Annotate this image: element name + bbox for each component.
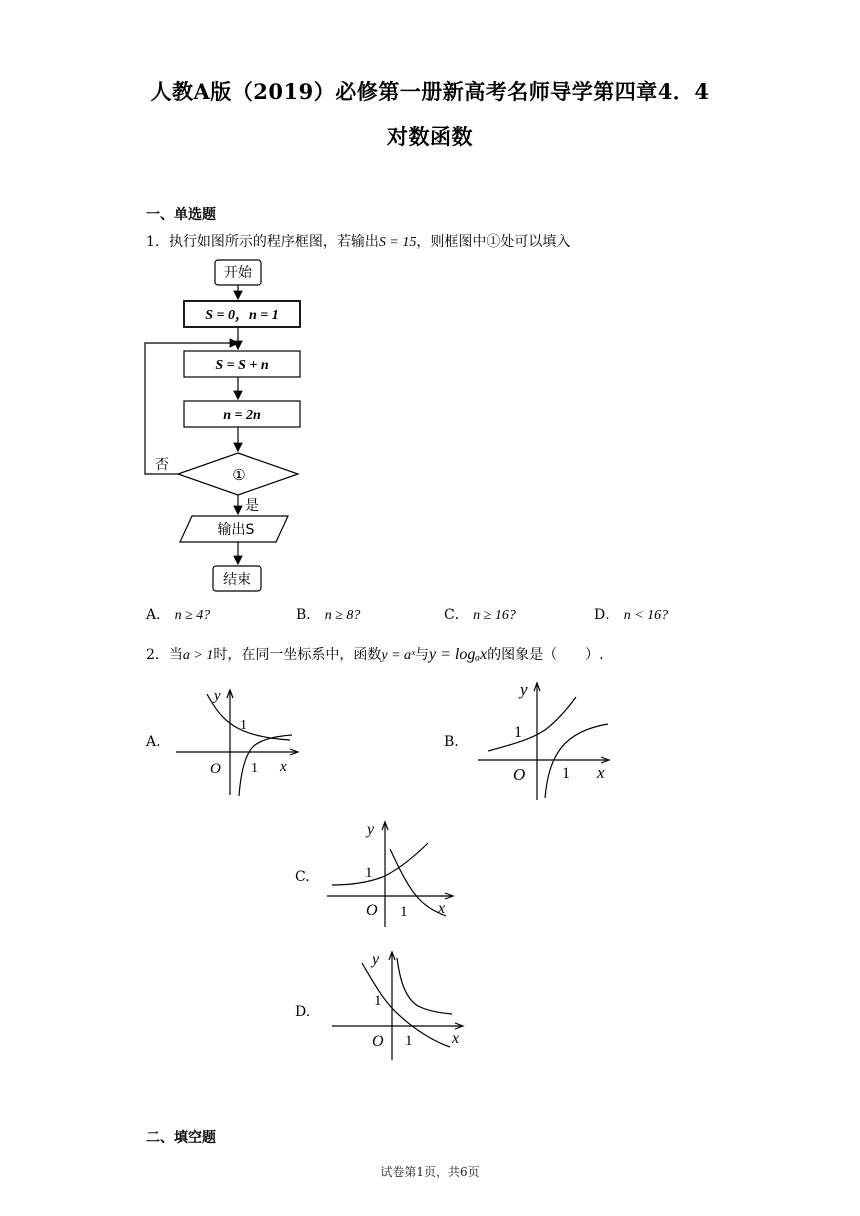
q2-option-a-label[interactable]: A.: [146, 734, 161, 750]
question-2-prefix: 2．当: [146, 647, 183, 663]
flow-yes-label: 是: [245, 498, 259, 514]
q2-option-d-label[interactable]: D.: [295, 1004, 311, 1020]
axis-x-label: x: [597, 763, 605, 782]
axis-y-label: y: [367, 821, 375, 838]
question-2-function-2: y = logₐx: [429, 646, 488, 663]
question-2-stem: [146, 644, 604, 664]
flow-no-label: 否: [155, 457, 169, 473]
document-title: 人教A版（2019）必修第一册新高考名师导学第四章4．4: [150, 79, 710, 104]
q1-option-b[interactable]: [296, 604, 360, 624]
axis-x-label: x: [438, 900, 446, 917]
question-2-function-1: y = aˣ: [381, 648, 415, 663]
question-1-suffix: ，则框图中①处可以填入: [416, 234, 571, 250]
option-text: n < 16?: [623, 608, 669, 623]
flow-step1-text: S = S + n: [215, 358, 269, 373]
axis-y-label: y: [214, 688, 221, 704]
q2-option-b-label[interactable]: B.: [444, 734, 459, 750]
flow-output-text: 输出S: [217, 522, 255, 538]
option-text: n ≥ 4?: [174, 608, 211, 623]
tick-one-label: 1: [251, 761, 258, 776]
origin-label: O: [372, 1033, 384, 1050]
page-footer: 试卷第1页，共6页: [380, 1165, 480, 1179]
option-text: n ≥ 8?: [324, 608, 361, 623]
origin-label: O: [513, 765, 526, 784]
flow-end-text: 结束: [223, 572, 251, 588]
axis-y-label: y: [372, 951, 380, 968]
q2-option-d-graph: [325, 945, 470, 1065]
q2-option-c-label[interactable]: C.: [295, 869, 310, 885]
question-2-text: 时，在同一坐标系中，函数: [213, 647, 382, 663]
tick-one-label: 1: [400, 904, 408, 920]
q1-option-a[interactable]: [146, 604, 210, 624]
question-1-prefix: 1．执行如图所示的程序框图，若输出: [146, 234, 379, 250]
flowchart: [130, 250, 330, 600]
option-label: D．: [594, 607, 620, 623]
document-subtitle: 对数函数: [387, 124, 473, 149]
tick-one-label: 1: [562, 765, 570, 782]
option-label: B．: [296, 607, 321, 623]
q1-option-c[interactable]: [444, 604, 516, 624]
flow-condition-text: ①: [232, 466, 246, 484]
option-label: C．: [444, 607, 469, 623]
option-text: n ≥ 16?: [473, 608, 516, 623]
question-2-text: 与: [415, 647, 429, 663]
tick-one-label: 1: [374, 993, 382, 1009]
flow-init-text: S = 0，n = 1: [205, 308, 279, 323]
q2-option-c-graph: [320, 815, 460, 930]
tick-one-label: 1: [514, 724, 522, 741]
option-label: A．: [146, 607, 171, 623]
q1-option-d[interactable]: [594, 604, 668, 624]
axis-x-label: x: [452, 1030, 460, 1047]
tick-one-label: 1: [365, 865, 373, 881]
tick-one-label: 1: [240, 718, 247, 733]
question-1-stem: [146, 231, 570, 251]
flow-step2-text: n = 2n: [223, 408, 261, 423]
axis-x-label: x: [280, 759, 287, 775]
axis-y-label: y: [520, 680, 528, 699]
question-2-suffix: 的图象是（ ）.: [487, 647, 604, 663]
q2-option-a-graph: [170, 685, 300, 800]
section-heading-single-choice: 一、单选题: [146, 207, 216, 223]
flow-start-text: 开始: [224, 265, 252, 281]
question-1-math: S = 15: [378, 235, 417, 250]
origin-label: O: [366, 902, 378, 919]
tick-one-label: 1: [405, 1033, 413, 1049]
section-heading-fill-blank: 二、填空题: [146, 1130, 216, 1146]
question-2-condition: a > 1: [182, 648, 214, 663]
origin-label: O: [210, 761, 221, 777]
q2-option-b-graph: [470, 678, 620, 803]
